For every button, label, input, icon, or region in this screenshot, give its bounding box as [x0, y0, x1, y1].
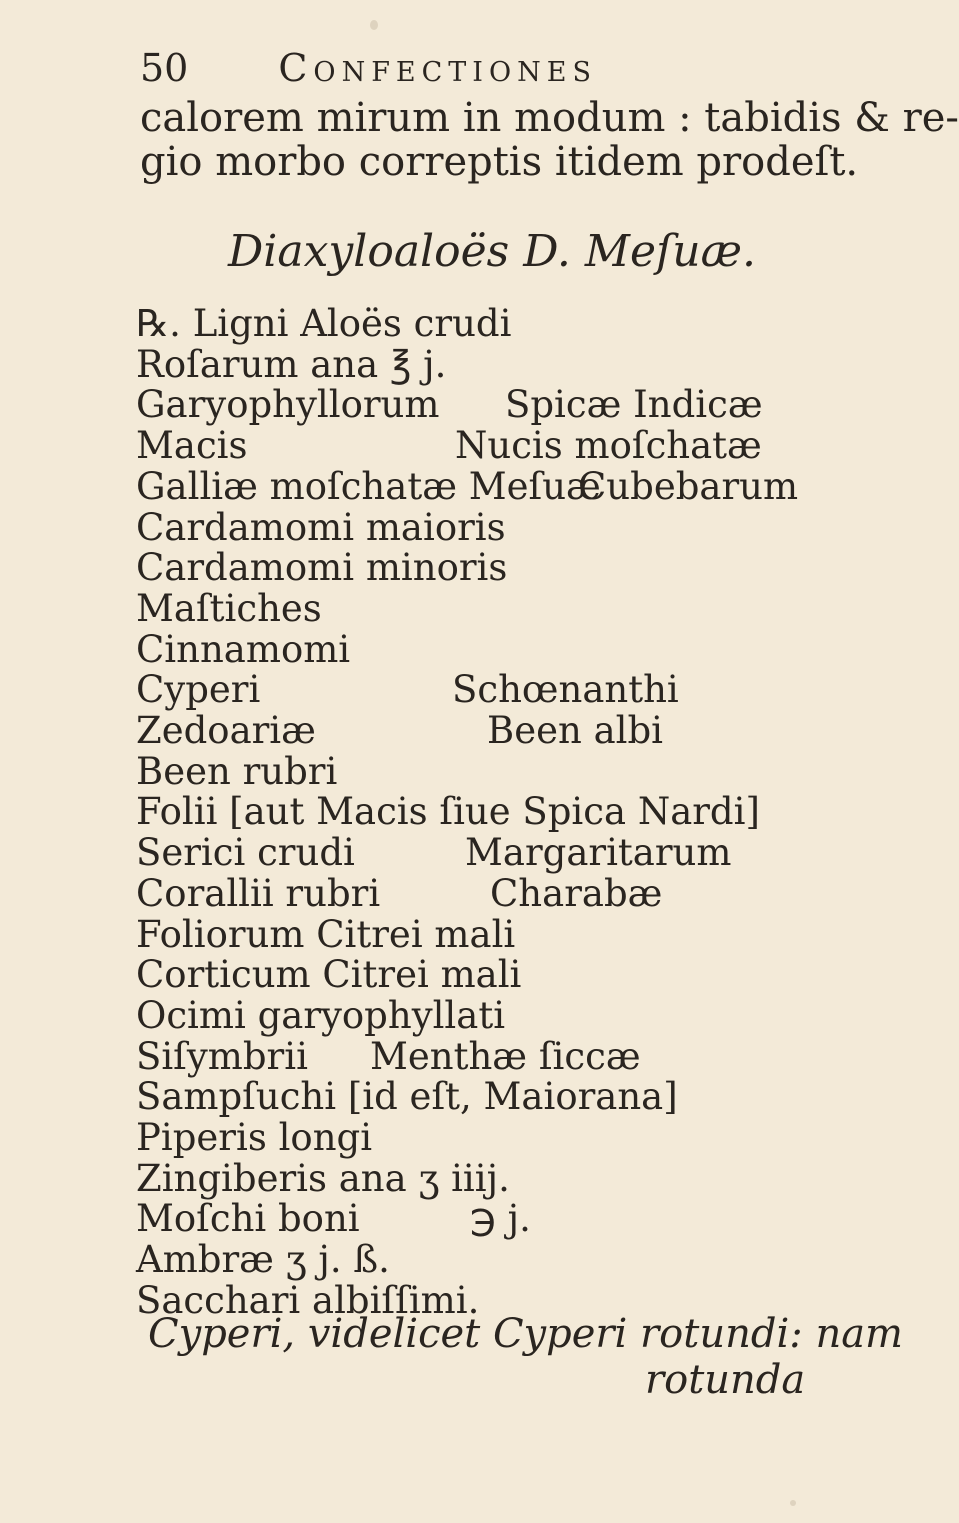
ingredient-line: Corallii rubri — [136, 871, 381, 915]
ingredient-line-second-column: Charabæ — [490, 871, 663, 915]
ingredient-line: Moſchi boni — [136, 1197, 360, 1241]
ingredient-line: Serici crudi — [136, 831, 355, 875]
running-head-title: Confectiones — [278, 46, 597, 90]
ingredient-line: Zingiberis ana ʒ iiij. — [136, 1156, 510, 1200]
footnote-line-1: Cyperi, videlicet Cyperi rotundi: nam — [148, 1311, 903, 1357]
ingredient-line: Folii [aut Macis ſiue Spica Nardi] — [136, 790, 760, 834]
ingredient-line: Foliorum Citrei mali — [136, 912, 516, 956]
ingredient-line-second-column: Margaritarum — [465, 831, 732, 875]
ingredient-line: Ocimi garyophyllati — [136, 993, 506, 1037]
ingredient-line: ℞. Ligni Aloës crudi — [136, 302, 512, 345]
ingredient-line: Roſarum ana ℥ j. — [136, 342, 447, 386]
ingredient-line: Corticum Citrei mali — [136, 953, 522, 997]
ingredient-line-second-column: Spicæ Indicæ — [505, 383, 763, 427]
ingredient-line: Cinnamomi — [136, 627, 351, 671]
page-number: 50 — [140, 46, 189, 90]
ingredient-line: Maſtiches — [136, 586, 322, 630]
ingredient-line-second-column: ℈ j. — [470, 1197, 531, 1241]
ingredient-line: Ambræ ʒ j. ß. — [136, 1238, 390, 1282]
paper-stain — [370, 20, 378, 30]
footnote-line-2: rotunda — [645, 1357, 806, 1403]
running-header — [140, 44, 597, 92]
ingredient-line: Cyperi — [136, 668, 261, 712]
ingredient-line: Sampſuchi [id eſt, Maiorana] — [136, 1075, 678, 1119]
ingredient-line: Been rubri — [136, 749, 338, 793]
ingredient-line: Siſymbrii — [136, 1034, 308, 1078]
ingredient-line: Galliæ moſchatæ Meſuæ — [136, 464, 601, 508]
ingredient-line: Macis — [136, 424, 248, 468]
ingredient-line-second-column: Schœnanthi — [452, 668, 679, 712]
ingredient-line-second-column: Cubebarum — [578, 464, 799, 508]
ingredient-line: Garyophyllorum — [136, 383, 440, 427]
intro-line-2: gio morbo correptis itidem prodeſt. — [140, 139, 859, 185]
ingredient-line: Cardamomi maioris — [136, 505, 506, 549]
ingredient-line-second-column: Been albi — [487, 709, 663, 752]
ingredient-line: Zedoariæ — [136, 709, 316, 752]
ingredient-line-second-column: Nucis moſchatæ — [455, 424, 762, 468]
ingredient-line: Sacchari albiſſimi. — [136, 1278, 480, 1322]
recipe-title: Diaxyloaloës D. Meſuæ. — [228, 226, 756, 277]
ingredient-line: Piperis longi — [136, 1116, 373, 1159]
intro-line-1: calorem mirum in modum : tabidis & re- — [140, 95, 959, 141]
ingredient-line: Cardamomi minoris — [136, 546, 508, 590]
ingredient-line-second-column: Menthæ ſiccæ — [370, 1034, 641, 1078]
paper-stain — [790, 1500, 796, 1506]
